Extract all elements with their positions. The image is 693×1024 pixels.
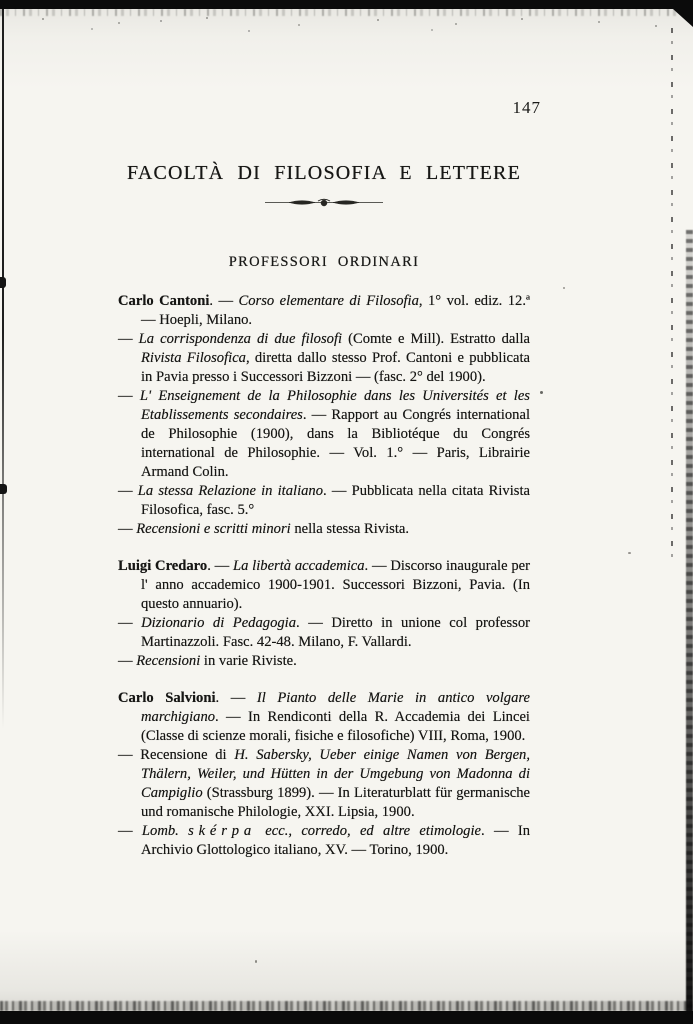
bibliography-item: [118, 387, 530, 482]
text-segment: . — Diretto in unione col professor Martinazzoli. Fasc. 42-48. Milano, F. Vallardi.: [141, 615, 530, 650]
page-number: 147: [512, 98, 541, 117]
text-segment: La stessa Relazione in italiano: [137, 483, 324, 499]
ornamental-divider: [160, 196, 488, 209]
scan-artifact-speck: [563, 287, 565, 289]
scan-artifact-speck: [628, 552, 631, 554]
text-segment: Carlo Cantoni: [118, 293, 210, 309]
text-segment: Dizionario di Pedagogia: [141, 615, 297, 631]
text-column: [118, 140, 530, 860]
bibliography-list: [118, 292, 530, 860]
section-heading: PROFESSORI ORDINARI: [228, 254, 420, 270]
scan-artifact-speckles: [0, 14, 2, 16]
bibliography-item: [118, 689, 530, 746]
text-segment: —: [118, 483, 138, 499]
text-segment: —: [118, 521, 137, 537]
text-segment: . — Rapport au Congrés international de Philosophie (1900), dans la Bibliotéque du Congrés international de Philosophie. — Vol. 1.° — Paris, Librairie Armand Colin.: [141, 407, 531, 480]
text-segment: . — In Archivio Glottologico italiano, XV. — Torino, 1900.: [141, 823, 531, 858]
bibliography-item: [118, 746, 530, 822]
scan-artifact-right-fold-line: [671, 28, 673, 568]
scan-artifact-left-edge-line: [2, 9, 4, 729]
text-segment: , 1° vol. ediz. 12.ª — Hoepli, Milano.: [141, 293, 530, 328]
text-segment: —: [118, 388, 140, 404]
text-segment: Recensioni: [136, 653, 201, 669]
text-segment: . — Pubblicata nella citata Rivista Filosofica, fasc. 5.°: [141, 483, 530, 518]
author-block-cantoni: [118, 292, 530, 539]
text-segment: —: [118, 823, 142, 839]
text-segment: Luigi Credaro: [118, 558, 208, 574]
bibliography-item: [118, 482, 530, 520]
scan-artifact-bottom-edge: [0, 1011, 693, 1024]
text-segment: —: [118, 615, 142, 631]
bibliography-item: [118, 652, 530, 671]
text-segment: . —: [215, 690, 257, 706]
bibliography-item: [118, 557, 530, 614]
scan-artifact-corner-wedge: [663, 0, 693, 27]
bibliography-item: [118, 330, 530, 387]
text-segment: L' Enseignement de la Philosophie dans les Universités et les Etablissements secondaires: [139, 388, 530, 423]
text-segment: , diretta dallo stesso Prof. Cantoni e pubblicata in Pavia presso i Successori Bizzoni — (fasc. 2° del 1900).: [141, 350, 530, 385]
text-segment: . — Discorso inaugurale per l' anno accademico 1900-1901. Successori Bizzoni, Pavia. (In questo annuario).: [141, 558, 530, 612]
ornamental-divider-icon: [265, 196, 383, 209]
bibliography-item: [118, 520, 530, 539]
scan-artifact-ink-blob: [0, 484, 7, 494]
text-segment: . — In Rendiconti della R. Accademia dei Lincei (Classe di scienze morali, fisiche e filosofiche) VIII, Roma, 1900.: [141, 709, 530, 744]
scan-artifact-top-edge: [0, 0, 693, 9]
text-segment: in varie Riviste.: [200, 653, 297, 669]
text-segment: La libertà accademica: [232, 558, 365, 574]
text-segment: Rivista Filosofica: [141, 350, 246, 366]
text-segment: — Recensione di: [118, 747, 235, 763]
text-segment: . —: [209, 293, 239, 309]
text-segment: —: [118, 653, 137, 669]
bibliography-item: [118, 292, 530, 330]
text-segment: . —: [207, 558, 233, 574]
author-block-credaro: [118, 557, 530, 671]
text-segment: nella stessa Rivista.: [290, 521, 410, 537]
bibliography-item: [118, 822, 530, 860]
text-segment: ecc., corredo, ed altre etimologie: [255, 823, 481, 839]
bibliography-item: [118, 614, 530, 652]
page-title: FACOLTÀ DI FILOSOFIA E LETTERE: [127, 162, 521, 184]
scan-artifact-ink-blob: [0, 277, 6, 288]
text-segment: Il Pianto delle Marie in antico volgare marchigiano: [141, 690, 530, 725]
text-segment: Corso elementare di Filosofia: [238, 293, 419, 309]
text-segment: (Strassburg 1899). — In Literaturblatt für germanische und romanische Philologie, XXI. Lipsia, 1900.: [141, 785, 530, 820]
text-segment: Lomb.: [141, 823, 189, 839]
scan-artifact-speck: [540, 391, 543, 394]
text-segment: Carlo Salvioni: [118, 690, 216, 706]
text-segment: La corrispondenza di due filosofi: [138, 331, 343, 347]
text-segment: (Comte e Mill). Estratto dalla: [342, 331, 530, 347]
scan-artifact-speck: [255, 960, 257, 963]
text-segment: H. Sabersky, Ueber einige Namen von Bergen, Thälern, Weiler, und Hütten in der Umgebung von Madonna di Campiglio: [141, 747, 530, 801]
scan-artifact-right-edge-band: [686, 230, 693, 1014]
author-block-salvioni: [118, 689, 530, 860]
text-segment: skérpa: [188, 823, 256, 839]
text-segment: —: [118, 331, 139, 347]
text-segment: Recensioni e scritti minori: [136, 521, 291, 537]
